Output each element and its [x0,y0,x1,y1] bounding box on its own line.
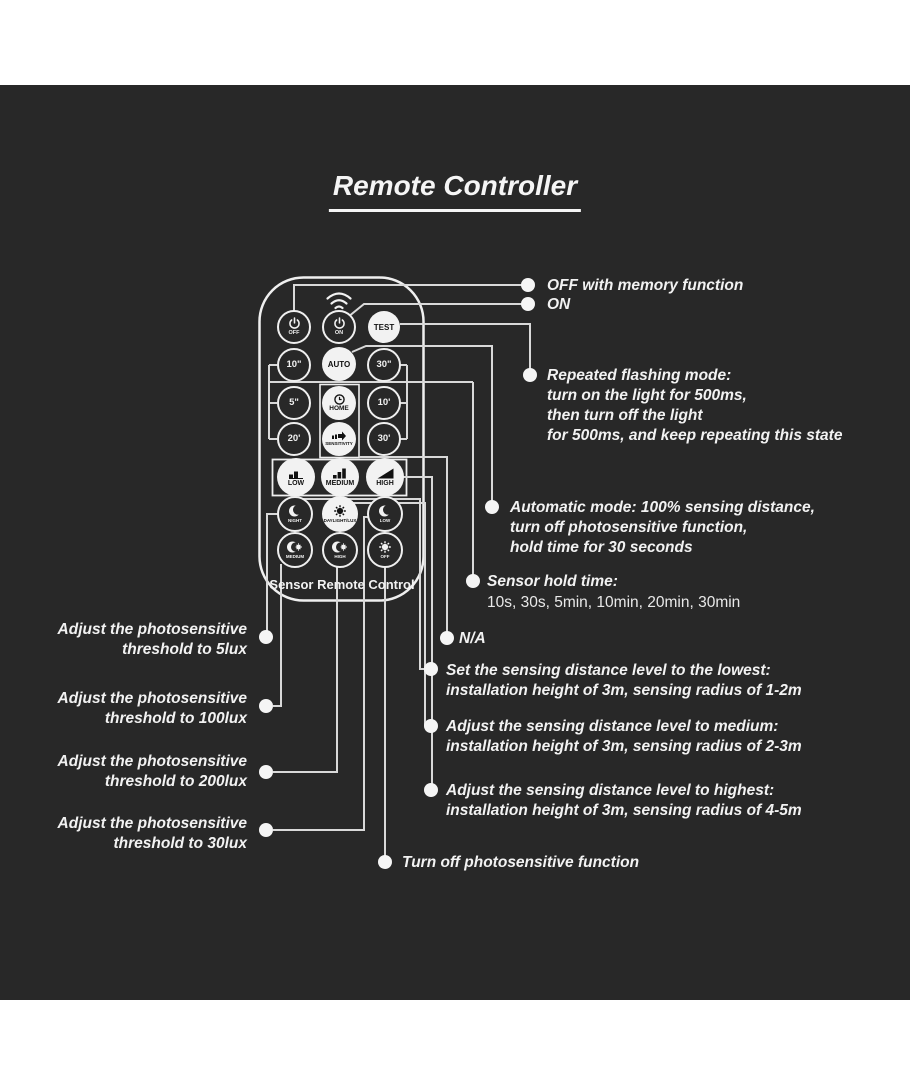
annotation-off-memory [547,276,743,296]
line-photo-high [273,567,337,772]
distance-high-button[interactable] [366,458,404,496]
button-label: OFF [288,330,300,337]
annotation-line: installation height of 3m, sensing radius of 4-5m [446,802,802,819]
annotation-line: 10s, 30s, 5min, 10min, 20min, 30min [487,594,741,611]
annotation-line: hold time for 30 seconds [510,539,693,556]
sun-icon [333,504,347,518]
button-label: 30" [376,359,392,371]
annotation-line: turn on the light for 500ms, [547,387,747,404]
power-icon [288,317,301,330]
moon-icon [378,504,392,518]
timer-5s-button[interactable] [277,386,311,420]
button-label: 5" [289,397,299,409]
button-label: LOW [287,479,305,487]
distance-low-button[interactable] [277,458,315,496]
bars-low-icon [288,468,304,479]
annotation-line: Set the sensing distance level to the lowest: [446,662,771,679]
clock-icon [334,394,345,405]
line-test [400,324,530,375]
remote-footer-label: Sensor Remote Control [269,577,415,592]
annotation-line: threshold to 30lux [113,835,247,852]
annotation-line: threshold to 100lux [104,710,247,727]
button-label: LOW [379,518,391,524]
annotation-hold-time [487,572,740,614]
annotation-line: Turn off photosensitive function [402,854,640,871]
annotation-threshold-30lux [58,814,247,854]
on-button[interactable] [322,310,356,344]
wifi-icon [328,294,351,309]
sensitivity-button[interactable] [322,422,356,456]
button-label: ON [334,330,344,337]
annotation-distance-medium [446,717,802,757]
ramp-high-icon [377,468,394,479]
timer-20min-button[interactable] [277,422,311,456]
button-label: HOME [329,404,349,412]
annotation-line: Sensor hold time: [487,573,618,590]
bars-medium-icon [332,468,348,479]
annotation-line: Adjust the photosensitive [57,621,247,638]
annotation-threshold-5lux [58,620,247,660]
button-label: AUTO [327,359,351,369]
auto-button[interactable] [322,347,356,381]
photo-high-button[interactable] [322,532,358,568]
moon-icon [288,504,302,518]
off-button[interactable] [277,310,311,344]
timer-10s-button[interactable] [277,348,311,382]
button-label: MEDIUM [285,554,305,560]
distance-medium-button[interactable] [321,458,359,496]
annotation-na [459,629,486,649]
annotation-line: threshold to 5lux [122,641,247,658]
button-label: 10" [286,359,302,371]
moon-sun-icon [287,540,303,554]
home-button[interactable] [322,386,356,420]
daylight-lux-button[interactable] [322,496,358,532]
annotation-line: Adjust the photosensitive [57,815,247,832]
power-icon [333,317,346,330]
annotation-line: turn off photosensitive function, [510,519,748,536]
button-label: SENSITIVITY [325,441,353,447]
annotation-distance-highest [446,781,802,821]
moon-sun-icon [332,540,348,554]
button-label: 20' [287,433,301,445]
annotation-line: then turn off the light [547,407,703,424]
annotation-line: OFF with memory function [547,277,744,294]
button-label: 10' [377,397,391,409]
photo-off-button[interactable] [367,532,403,568]
annotation-line: Adjust the photosensitive [57,753,247,770]
annotation-line: Adjust the photosensitive [57,690,247,707]
page-title: Remote Controller [329,170,581,212]
night-button[interactable] [277,496,313,532]
timer-30s-button[interactable] [367,348,401,382]
button-label: MEDIUM [325,479,355,487]
annotation-line: installation height of 3m, sensing radius of 2-3m [446,738,802,755]
button-label: HIGH [376,479,394,487]
annotation-line: Automatic mode: 100% sensing distance, [510,499,815,516]
button-label: DAYLIGHT/LUX [323,518,357,524]
annotation-distance-lowest [446,661,802,701]
timer-10min-button[interactable] [367,386,401,420]
button-label: OFF [380,554,390,560]
annotation-line: ON [547,296,571,313]
button-label: 30' [377,433,391,445]
line-distance-high [398,477,432,790]
photo-medium-button[interactable] [277,532,313,568]
annotation-line: Adjust the sensing distance level to medium: [446,718,779,735]
annotation-threshold-200lux [58,752,247,792]
annotation-flashing [547,366,842,446]
timer-30min-button[interactable] [367,422,401,456]
button-label: HIGH [334,554,346,560]
annotation-line: for 500ms, and keep repeating this state [547,427,843,444]
button-label: NIGHT [288,518,302,524]
annotation-line: threshold to 200lux [104,773,247,790]
annotation-line: installation height of 3m, sensing radius of 1-2m [446,682,802,699]
annotation-line: Adjust the sensing distance level to highest: [446,782,775,799]
annotation-line: Repeated flashing mode: [547,367,732,384]
annotation-threshold-100lux [58,689,247,729]
test-button[interactable] [368,311,400,343]
sun-icon [378,540,392,554]
annotation-photo-off [402,853,639,873]
annotation-line: N/A [459,630,486,647]
photo-low-button[interactable] [367,496,403,532]
button-label: TEST [373,322,395,332]
sensitivity-arrow-icon [332,431,346,441]
annotation-on [547,295,570,315]
annotation-auto-mode [510,498,815,558]
